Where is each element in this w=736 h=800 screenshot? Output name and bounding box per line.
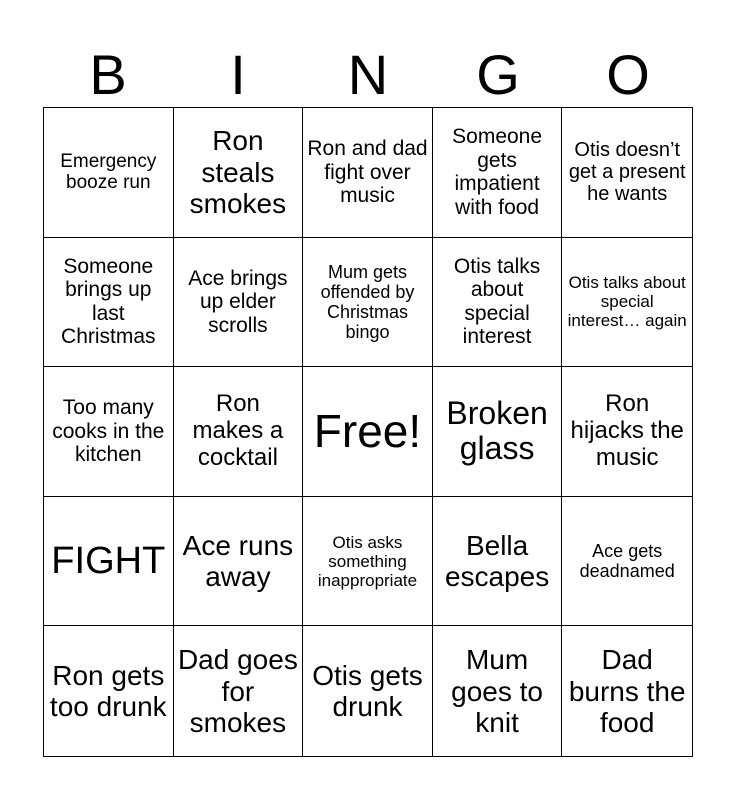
bingo-cell-r1c1[interactable]: Emergency booze run [44,108,174,238]
bingo-header [43,42,693,108]
bingo-cell-r3c2[interactable]: Ron makes a cocktail [174,367,304,497]
bingo-cell-r3c4[interactable]: Broken glass [433,367,563,497]
bingo-cell-r2c1[interactable]: Someone brings up last Christmas [44,238,174,368]
bingo-cell-r5c1[interactable]: Ron gets too drunk [44,626,174,756]
bingo-cell-free[interactable]: Free! [303,367,433,497]
bingo-cell-r4c3[interactable]: Otis asks something inappropriate [303,497,433,627]
bingo-cell-r4c2[interactable]: Ace runs away [174,497,304,627]
header-letter-i: I [230,43,246,106]
bingo-cell-r1c5[interactable]: Otis doesn’t get a present he wants [562,108,692,238]
bingo-cell-r5c5[interactable]: Dad burns the food [568,644,686,738]
bingo-cell-r1c3[interactable]: Ron and dad fight over music [303,108,433,238]
bingo-cell-r2c2[interactable]: Ace brings up elder scrolls [174,238,304,368]
bingo-cell-r4c1[interactable]: FIGHT [44,497,174,627]
header-letter-o: O [606,43,650,106]
bingo-board [43,107,693,757]
bingo-cell-r1c4[interactable]: Someone gets impatient with food [433,108,563,238]
bingo-cell-r5c3[interactable]: Otis gets drunk [303,626,433,756]
bingo-cell-r4c4[interactable]: Bella escapes [433,497,563,627]
bingo-cell-r3c5[interactable]: Ron hijacks the music [562,367,692,497]
bingo-cell-r3c1[interactable]: Too many cooks in the kitchen [44,367,174,497]
header-letter-b: B [89,43,127,106]
header-letter-n: N [347,43,389,106]
bingo-cell-r2c3[interactable]: Mum gets offended by Christmas bingo [303,238,433,368]
header-letter-g: G [476,43,520,106]
bingo-cell-r1c2[interactable]: Ron steals smokes [174,108,304,238]
bingo-cell-r5c2[interactable]: Dad goes for smokes [174,626,304,756]
bingo-cell-r2c5[interactable]: Otis talks about special interest… again [562,238,692,368]
bingo-cell-r2c4[interactable]: Otis talks about special interest [433,238,563,368]
bingo-cell-r5c4[interactable]: Mum goes to knit [433,626,563,756]
bingo-cell-r4c5[interactable]: Ace gets deadnamed [562,497,692,627]
